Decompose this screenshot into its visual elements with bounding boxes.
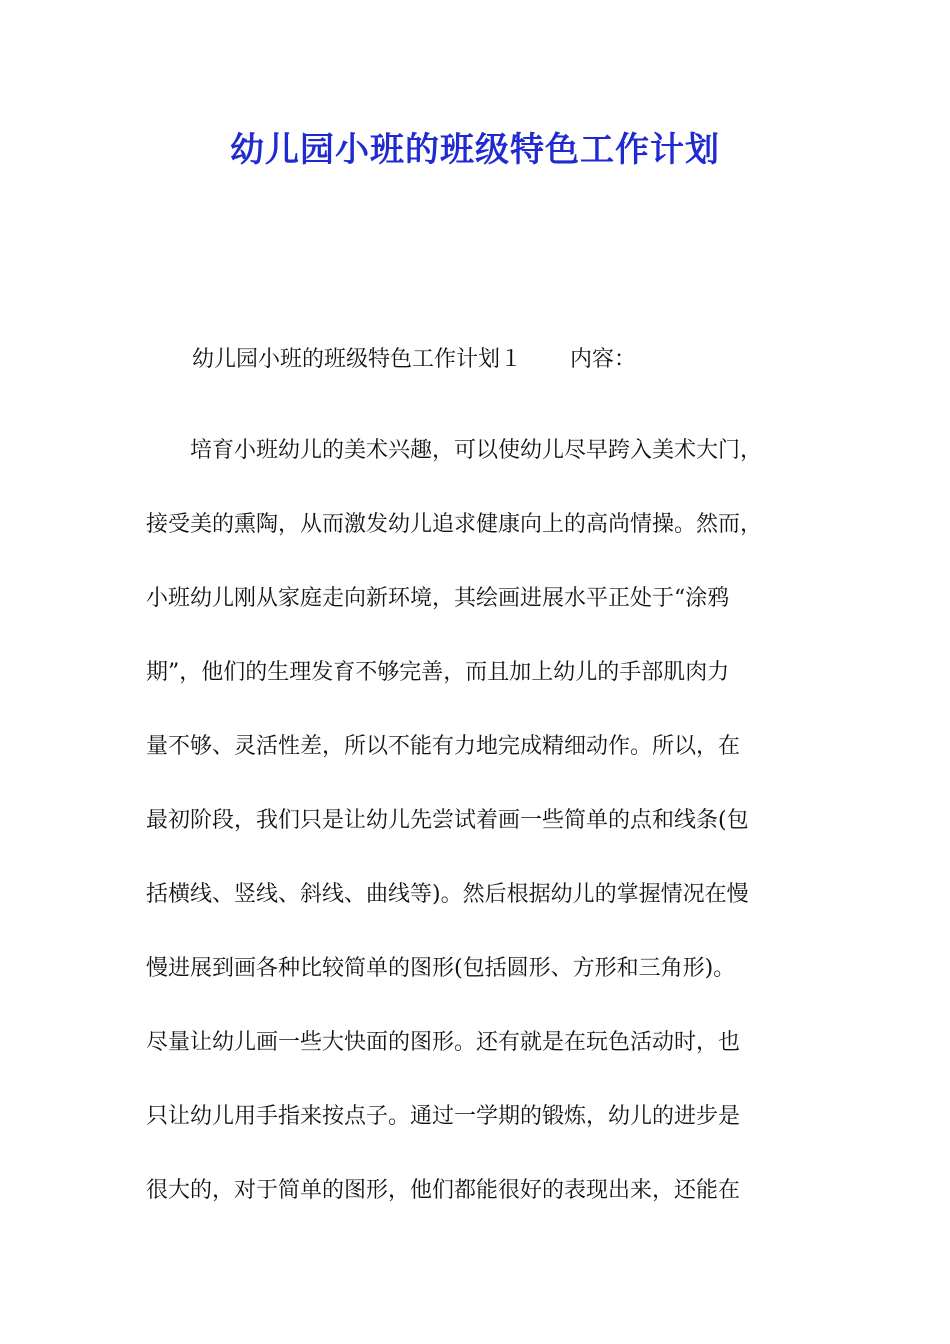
section-heading-line <box>192 342 636 378</box>
section-label: 内容： <box>570 347 637 372</box>
body-paragraph: 培育小班幼儿的美术兴趣，可以使幼儿尽早跨入美术大门， 接受美的熏陶，从而激发幼儿追求健康向上的高尚情操。然而， 小班幼儿刚从家庭走向新环境，其绘画进展水平正处于“涂鸦 期”，他们的生理发育不够完善，而且加上幼儿的手部肌肉力 量不够、灵活性差，所以不能有力地完成精细动作。所以，在 最初阶段，我们只是让幼儿先尝试着画一些简单的点和线条(包 括横线、竖线、斜线、曲线等)。然后根据幼儿的掌握情况在慢 慢进展到画各种比较简单的图形(包括圆形、方形和三角形)。 尽量让幼儿画一些大快面的图形。还有就是在玩色活动时，也 只让幼儿用手指来按点子。通过一学期的锻炼，幼儿的进步是 很大的，对于简单的图形，他们都能很好的表现出来，还能在 <box>146 438 763 1203</box>
section-heading: 幼儿园小班的班级特色工作计划１ <box>192 347 523 372</box>
document-title: 幼儿园小班的班级特色工作计划 <box>230 130 720 170</box>
